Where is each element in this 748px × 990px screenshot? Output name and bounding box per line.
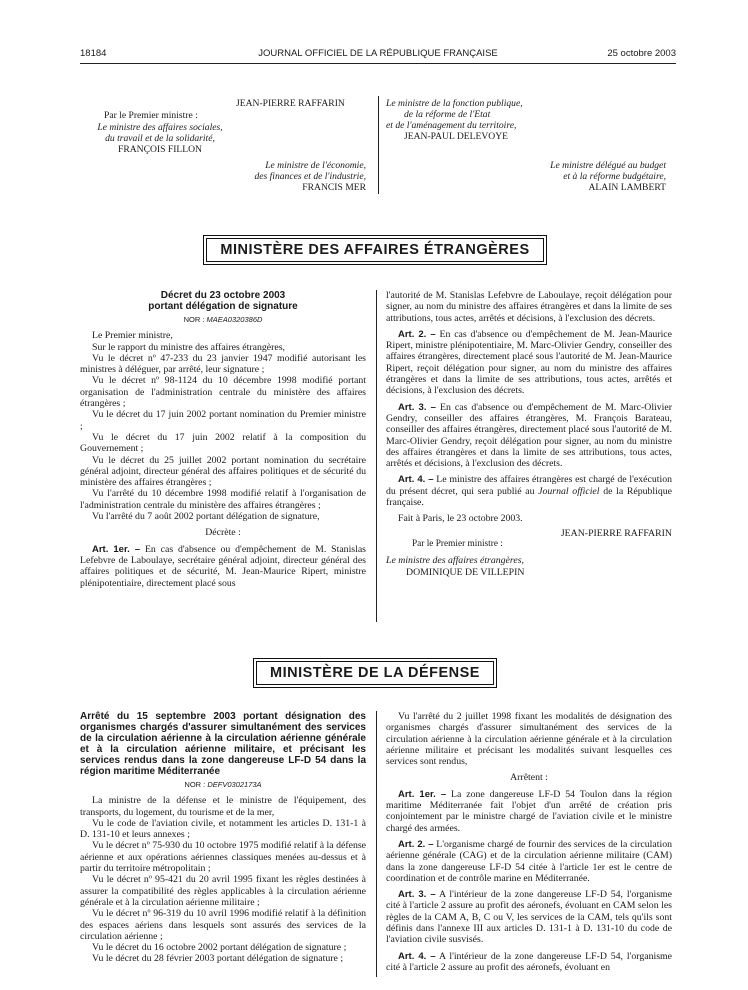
visa-paragraph: Vu le décret du 17 juin 2002 relatif à la composition du Gouvernement ;	[80, 431, 366, 455]
column-divider	[376, 711, 377, 977]
nor-reference: NOR : MAEA0320386D	[183, 315, 263, 324]
nor-reference: NOR : DEFV0302173A	[184, 780, 262, 789]
decret-left-column	[80, 290, 366, 589]
done-at-line: Fait à Paris, le 23 octobre 2003.	[398, 513, 523, 525]
visa-paragraph: Vu le décret nº 47-233 du 23 janvier 1947 modifié autorisant les ministres à déléguer, par arrêté, leur signature ;	[80, 352, 366, 376]
article-2: Art. 2. – En cas d'absence ou d'empêchement de M. Jean-Maurice Ripert, ministre plénipotentiaire, M. Marc-Olivier Gendry, conseiller des affaires étrangères, directement placé sous l'autorité de M. Jean-Maurice Ripert, reçoit délégation pour signer, au nom du ministre des affaires étrangères et dans la limite de ses attributions, tous actes, arrêtés et décisions, à l'exclusion des décrets.	[386, 328, 672, 397]
economy-minister-signature: Le ministre de l'économie, des finances et de l'industrie, FRANCIS MER	[254, 160, 366, 193]
article-1: Art. 1er. – La zone dangereuse LF-D 54 Toulon dans la région maritime Méditerranée fait l'objet d'un arrêté de création pris conjointement par le ministre chargé de l'aviation civile et le ministre chargé des armées.	[386, 788, 672, 834]
pm-signature: JEAN-PIERRE RAFFARIN	[560, 527, 672, 539]
visa-paragraph: Le Premier ministre,	[92, 330, 173, 342]
decrete-label: Décrète :	[205, 527, 241, 539]
article-1-continued: l'autorité de M. Stanislas Lefebvre de Laboulaye, reçoit délégation pour signer, au nom du ministre des affaires étrangères et dans la limite de ses attributions, tous actes, arrêtés et décisions, à l'exclusion des décrets.	[386, 290, 672, 324]
column-divider	[376, 290, 377, 622]
arrete-right-column	[386, 711, 672, 973]
by-pm-label: Par le Premier ministre :	[104, 110, 198, 121]
header-rule	[80, 63, 676, 64]
visa-paragraph: Vu le décret nº 75-930 du 10 octobre 1975 modifié relatif à la défense aérienne et aux opérations aériennes classiques menées au-dessus et à partir du territoire métropolitain ;	[80, 840, 366, 875]
article-4: Art. 4. – Le ministre des affaires étrangères est chargé de l'exécution du présent décret, qui sera publié au Journal officiel de la République française.	[386, 474, 673, 509]
signatory-title: Le ministre des affaires étrangères,	[386, 555, 524, 567]
signatory-name: DOMINIQUE DE VILLEPIN	[406, 566, 525, 578]
article-4: Art. 4. – A l'intérieur de la zone dangereuse LF-D 54, l'organisme cité à l'article 2 assure au profit des aéronefs, évoluant en	[386, 950, 672, 973]
budget-minister-signature: Le ministre délégué au budget et à la réforme budgétaire, ALAIN LAMBERT	[550, 160, 666, 193]
civil-service-minister-signature: Le ministre de la fonction publique, de la réforme de l'Etat et de l'aménagement du territoire, JEAN-PAUL DELEVOYE	[386, 98, 523, 142]
by-pm-label: Par le Premier ministre :	[412, 538, 503, 549]
decret-right-column	[386, 290, 672, 578]
visa-paragraph: La ministre de la défense et le ministre de l'équipement, des transports, du logement, du tourisme et de la mer,	[80, 795, 366, 818]
visa-paragraph: Vu l'arrêté du 7 août 2002 portant délégation de signature,	[92, 511, 320, 523]
running-header	[80, 48, 676, 64]
article-3: Art. 3. – A l'intérieur de la zone dangereuse LF-D 54, l'organisme cité à l'article 2 assure au profit des aéronefs, évoluant en CAM selon les règles de la CAM A, B, C ou V, les services de la CAM, tels qu'ils sont définis dans l'annexe III aux articles D. 131-1 à D. 131-10 du code de l'aviation civile susvisés.	[386, 889, 672, 946]
social-minister-signature: Le ministre des affaires sociales, du travail et de la solidarité, FRANÇOIS FILLON	[97, 122, 223, 155]
visa-paragraph: Vu le décret nº 95-421 du 20 avril 1995 fixant les règles destinées à assurer la compatibilité des règles applicables à la circulation aérienne générale et à la circulation aérienne militaire ;	[80, 874, 366, 908]
visa-paragraph: Vu le décret du 28 février 2003 portant délégation de signature ;	[92, 953, 344, 965]
visa-paragraph: Vu le décret nº 96-319 du 10 avril 1996 modifié relatif à la définition des espaces aériens dans lesquels sont assurés des services de la circulation aérienne ;	[80, 908, 366, 942]
visa-paragraph: Vu le décret du 25 juillet 2002 portant nomination du secrétaire général adjoint, directeur général des affaires politiques et de sécurité du ministère des affaires étrangères ;	[80, 454, 366, 489]
section-heading-affaires-etrangeres: MINISTÈRE DES AFFAIRES ÉTRANGÈRES	[206, 238, 544, 262]
visa-paragraph: Vu le décret nº 98-1124 du 10 décembre 1998 modifié portant organisation de l'administration centrale du ministère des affaires étrangères ;	[80, 375, 366, 410]
article-1: Art. 1er. – En cas d'absence ou d'empêchement de M. Stanislas Lefebvre de Laboulaye, secrétaire général adjoint, directeur général des affaires politiques et de sécurité, M. Jean-Maurice Ripert, ministre plénipotentiaire, directement placé sous	[80, 543, 366, 589]
visa-paragraph: Vu l'arrêté du 10 décembre 1998 modifié relatif à l'organisation de l'administration centrale du ministère des affaires étrangères ;	[80, 488, 366, 511]
issue-date: 25 octobre 2003	[607, 48, 676, 59]
visa-paragraph: Vu le code de l'aviation civile, et notamment les articles D. 131-1 à D. 131-10 et leurs annexes ;	[80, 817, 366, 841]
journal-title: JOURNAL OFFICIEL DE LA RÉPUBLIQUE FRANÇAISE	[258, 48, 498, 59]
column-divider	[378, 96, 379, 194]
decret-title: Décret du 23 octobre 2003 portant délégation de signature	[148, 290, 298, 312]
pm-signature: JEAN-PIERRE RAFFARIN	[236, 98, 345, 109]
visa-paragraph: Sur le rapport du ministre des affaires étrangères,	[92, 341, 285, 353]
section-heading-defense: MINISTÈRE DE LA DÉFENSE	[256, 661, 494, 685]
visa-paragraph: Vu le décret du 17 juin 2002 portant nomination du Premier ministre ;	[80, 409, 366, 432]
article-2: Art. 2. – L'organisme chargé de fournir des services de la circulation aérienne générale (CAG) et de la circulation aérienne militaire (CAM) dans la zone dangereuse LF-D 54 citée à l'article 1er est le centre de coordination et de contrôle marine en Méditerranée.	[386, 838, 672, 884]
visa-paragraph: Vu l'arrêté du 2 juillet 1998 fixant les modalités de désignation des organismes chargés d'assurer simultanément des services de la circulation aérienne à la circulation aérienne générale et à la circulation aérienne militaire et précisant les modalités suivant lesquelles ces services sont rendus,	[386, 711, 672, 768]
arrete-title: Arrêté du 15 septembre 2003 portant désignation des organismes chargés d'assurer simultanément des services de la circulation aérienne à la circulation aérienne générale et à la circulation aérienne militaire, et précisant les services rendus dans la zone dangereuse LF-D 54 dans la région maritime Méditerranée	[80, 711, 366, 777]
arretent-label: Arrêtent :	[510, 772, 548, 784]
article-3: Art. 3. – En cas d'absence ou d'empêchement de M. Marc-Olivier Gendry, conseiller des affaires étrangères, M. François Barateau, conseiller des affaires étrangères, directement placé sous l'autorité de M. Marc-Olivier Gendry, reçoit délégation pour signer, au nom du ministre des affaires étrangères et dans la limite de ses attributions, tous actes, arrêtés et décisions, à l'exclusion des décrets.	[386, 401, 672, 470]
visa-paragraph: Vu le décret du 16 octobre 2002 portant délégation de signature ;	[92, 942, 347, 954]
page-number: 18184	[80, 48, 107, 59]
arrete-left-column	[80, 711, 366, 965]
